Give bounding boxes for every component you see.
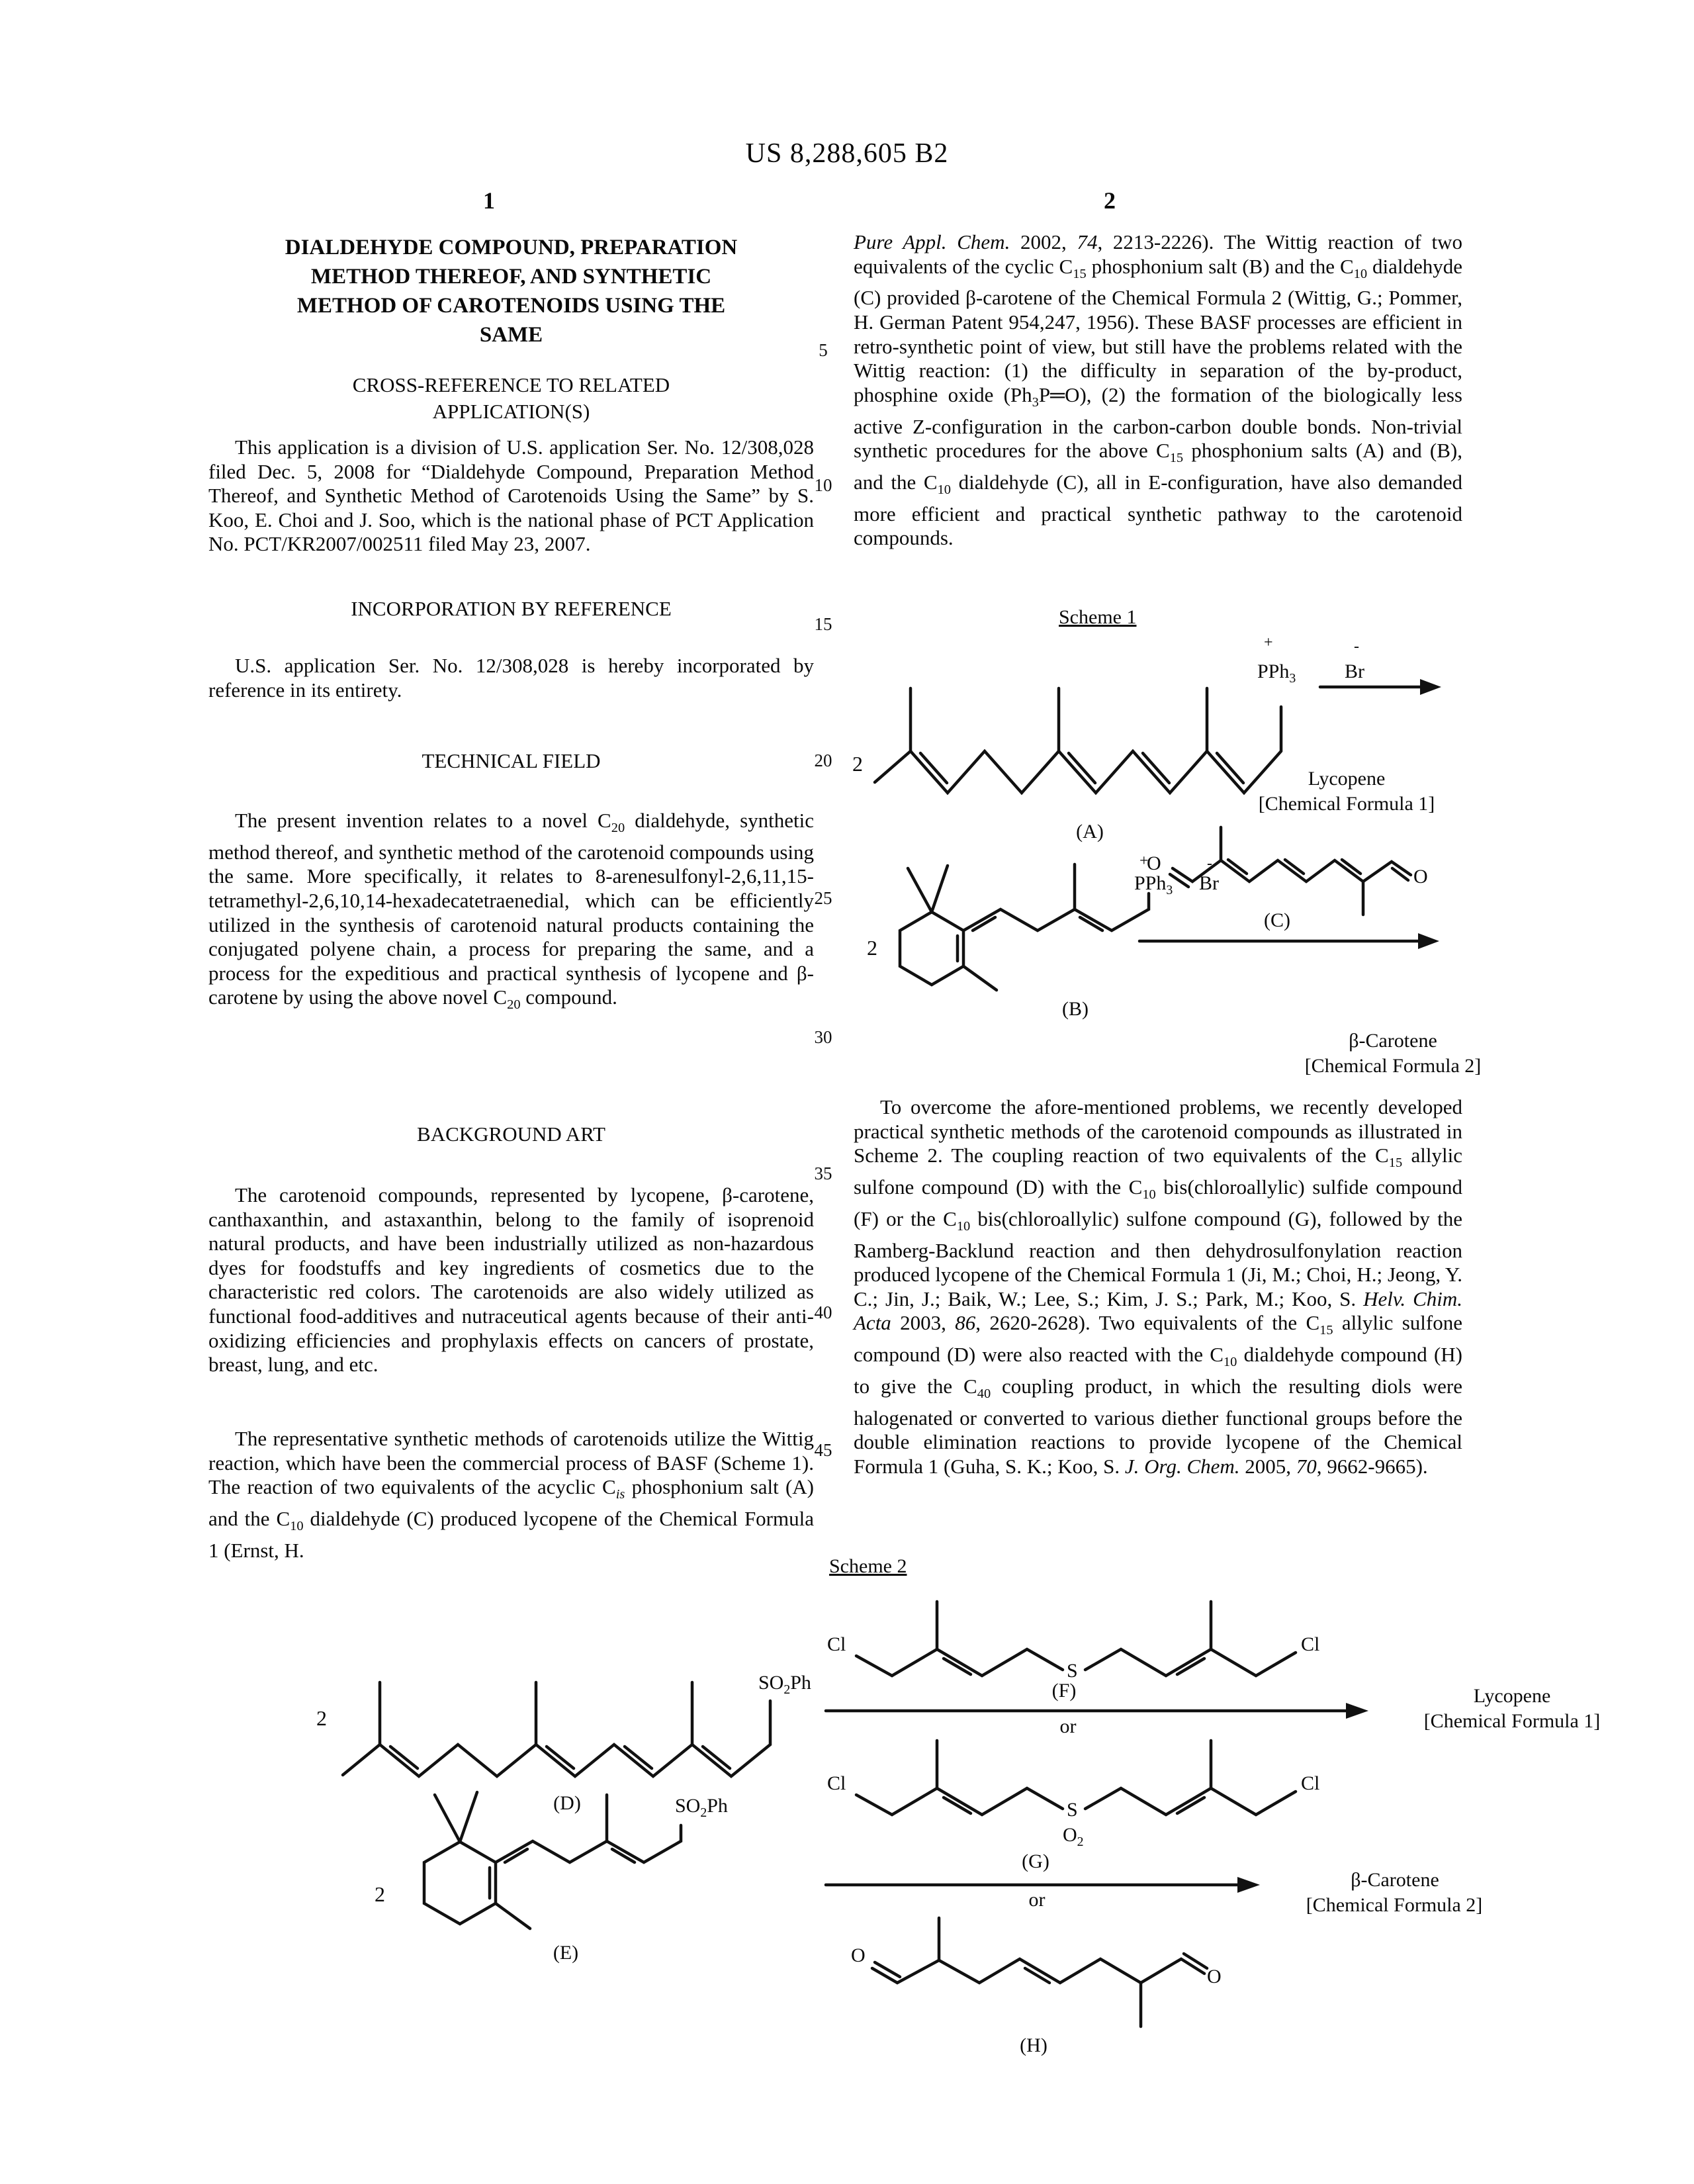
patent-number: US 8,288,605 B2 [745, 138, 949, 169]
structure-d-skeleton [343, 1682, 770, 1776]
cross-reference-heading-line-2: APPLICATION(S) [432, 400, 590, 423]
scheme1-product-bcarotene: β-Carotene [1349, 1030, 1437, 1052]
scheme2-product-bcarotene-formula: [Chemical Formula 2] [1306, 1894, 1483, 1916]
scheme1-pph3-label: PPh$_3$ [1257, 660, 1296, 686]
scheme1-c-aldehyde-o-right: O [1413, 866, 1428, 887]
scheme1-b-minus-charge: - [1207, 855, 1212, 872]
scheme2-h-o-right: O [1207, 1966, 1222, 1987]
scheme1-pph3-plus-charge: + [1264, 634, 1273, 651]
scheme1-coefficient-b: 2 [867, 936, 877, 960]
scheme1-label-c: (C) [1264, 909, 1290, 931]
scheme2-coefficient-d: 2 [316, 1706, 327, 1730]
scheme1-arrow-1 [1320, 679, 1441, 695]
scheme2-g-cl-left: Cl [827, 1772, 846, 1794]
column-number-1: 1 [483, 187, 495, 214]
line-number-5: 5 [819, 340, 828, 360]
structure-a-skeleton [875, 688, 1281, 793]
scheme1-br-label: Br [1345, 660, 1364, 682]
scheme2-e-so2ph-label: $SO_2Ph$ [675, 1795, 728, 1820]
scheme1-b-pph3-label: PPh$_3$ [1134, 872, 1173, 897]
line-number-35: 35 [814, 1163, 832, 1183]
column-number-2: 2 [1104, 187, 1116, 214]
paragraph-background-1: The carotenoid compounds, represented by lycopene, β-carotene, canthaxanthin, and astaxanthin, belong to the family of isoprenoid natural products, and have been industrially utilized as non-hazardous dyes for foodstuffs and key ingredients of cosmetics due to the characteristic red colors. The carotenoids are also widely utilized as functional food-additives and nutraceutical agents because of their anti-oxidizing efficiencies and prophylaxis effects on cancers of prostate, breast, lung, and etc. [208, 1183, 814, 1377]
scheme2-f-cl-left: Cl [827, 1633, 846, 1655]
scheme2-label-d: (D) [553, 1792, 581, 1814]
technical-field-heading: TECHNICAL FIELD [422, 749, 601, 772]
invention-title-line-2: METHOD THEREOF, AND SYNTHETIC [310, 265, 712, 289]
line-number-45: 45 [814, 1440, 832, 1460]
scheme2-or-1: or [1059, 1715, 1077, 1737]
scheme2-label-f: (F) [1051, 1680, 1077, 1702]
invention-title-line-3: METHOD OF CAROTENOIDS USING THE [296, 294, 726, 318]
scheme1-arrow-2 [1139, 933, 1439, 949]
scheme2-or-2: or [1028, 1889, 1046, 1911]
scheme2-g-cl-right: Cl [1301, 1772, 1320, 1794]
scheme1-b-br-label: Br [1199, 872, 1219, 894]
scheme1-br-minus-charge: - [1354, 638, 1359, 655]
scheme2-arrow-1 [826, 1703, 1368, 1719]
scheme2-product-bcarotene: β-Carotene [1351, 1869, 1439, 1891]
scheme2-label-e: (E) [553, 1942, 579, 1964]
scheme2-label-h: (H) [1020, 2034, 1048, 2056]
scheme2-g-o2-label: $O_2$ [1063, 1824, 1084, 1849]
scheme1-b-plus-charge: + [1139, 852, 1149, 870]
line-number-30: 30 [814, 1027, 832, 1047]
invention-title-line-1: DIALDEHYDE COMPOUND, PREPARATION [285, 236, 738, 259]
scheme2-g-s-atom: S [1067, 1799, 1078, 1821]
background-art-heading: BACKGROUND ART [417, 1122, 605, 1146]
scheme2-d-so2ph-label: $SO_2Ph$ [758, 1672, 811, 1697]
line-number-20: 20 [814, 751, 832, 770]
scheme2-label-g: (G) [1022, 1850, 1049, 1872]
line-number-25: 25 [814, 888, 832, 908]
scheme1-product-bcarotene-formula: [Chemical Formula 2] [1304, 1055, 1482, 1077]
scheme1-label-a: (A) [1076, 821, 1104, 842]
paragraph-division: This application is a division of U.S. application Ser. No. 12/308,028 filed Dec. 5, 2008 for “Dialdehyde Compound, Preparation Method Thereof, and Synthetic Method of Carotenoids Using the Same” by S. Koo, E. Choi and J. Soo, which is the national phase of PCT Application No. PCT/KR2007/002511 filed May 23, 2007. [208, 435, 814, 556]
structure-b-skeleton [900, 864, 1149, 990]
line-number-15: 15 [814, 614, 832, 634]
scheme2-product-lycopene: Lycopene [1473, 1685, 1551, 1707]
line-number-40: 40 [814, 1302, 832, 1322]
scheme1-label-b: (B) [1062, 998, 1089, 1020]
line-number-10: 10 [814, 475, 832, 495]
paragraph-background-2: The representative synthetic methods of carotenoids utilize the Wittig reaction, which have been the commercial process of BASF (Scheme 1). The reaction of two equivalents of the acyclic $C_{is}$ phosphonium salt (A) and the $C_{10}$ dialdehyde (C) produced lycopene of the Chemical Formula 1 (Ernst, H. [208, 1427, 814, 1562]
invention-title-line-4: SAME [479, 323, 543, 347]
scheme2-heading: Scheme 2 [829, 1555, 907, 1577]
paragraph-wittig: Pure Appl. Chem. 2002, 74, 2213-2226). The Wittig reaction of two equivalents of the cyclic $C_{15}$ phosphonium salt (B) and the $C_{10}$ dialdehyde (C) provided β-carotene of the Chemical Formula 2 (Wittig, G.; Pommer, H. German Patent 954,247, 1956). These BASF processes are efficient in retro-synthetic point of view, but still have the problems related with the Wittig reaction: (1) the difficulty in separation of the by-product, phosphine oxide $(Ph_3P═O)$, (2) the formation of the biologically less active Z-configuration in the carbon-carbon double bonds. Non-trivial synthetic procedures for the above $C_{15}$ phosphonium salts (A) and (B), and the $C_{10}$ dialdehyde (C), all in E-configuration, have also demanded more efficient and practical synthetic pathway to the carotenoid compounds. [854, 230, 1463, 550]
scheme2-product-lycopene-formula: [Chemical Formula 1] [1423, 1710, 1601, 1732]
scheme2-f-s-atom: S [1067, 1660, 1078, 1682]
scheme2-f-cl-right: Cl [1301, 1633, 1320, 1655]
scheme2-h-o-left: O [851, 1944, 866, 1966]
cross-reference-heading-line-1: CROSS-REFERENCE TO RELATED [352, 373, 670, 396]
structure-h-skeleton [872, 1918, 1207, 2026]
scheme2-coefficient-e: 2 [375, 1882, 385, 1906]
incorporation-heading: INCORPORATION BY REFERENCE [351, 597, 672, 620]
scheme1-product-lycopene-formula: [Chemical Formula 1] [1258, 793, 1435, 815]
scheme1-c-aldehyde-o-left: O [1147, 852, 1161, 874]
paragraph-incorporation: U.S. application Ser. No. 12/308,028 is hereby incorporated by reference in its entirety. [208, 654, 814, 702]
structure-c-skeleton [1170, 827, 1411, 915]
scheme1-product-lycopene: Lycopene [1308, 768, 1386, 790]
scheme1-heading: Scheme 1 [1059, 606, 1137, 628]
scheme1-coefficient-a: 2 [852, 752, 863, 776]
paragraph-technical-field: The present invention relates to a novel $C_{20}$ dialdehyde, synthetic method thereof, and synthetic method of the carotenoid compounds using the same. More specifically, it relates to 8-arenesulfonyl-2,6,11,15-tetramethyl-2,6,10,14-hexadecatetraenedial, which can be efficiently utilized in the synthesis of carotenoid natural products containing the conjugated polyene chain, a process for preparing the same, and a process for the expeditious and practical synthesis of lycopene and β-carotene by using the above novel $C_{20}$ compound. [208, 809, 814, 1013]
paragraph-overcome: To overcome the afore-mentioned problems, we recently developed practical synthetic methods of the carotenoid compounds as illustrated in Scheme 2. The coupling reaction of two equivalents of the $C_{15}$ allylic sulfone compound (D) with the $C_{10}$ bis(chloroallylic) sulfide compound (F) or the $C_{10}$ bis(chloroallylic) sulfone compound (G), followed by the Ramberg-Backlund reaction and then dehydrosulfonylation reaction produced lycopene of the Chemical Formula 1 (Ji, M.; Choi, H.; Jeong, Y. C.; Jin, J.; Baik, W.; Lee, S.; Kim, J. S.; Park, M.; Koo, S. Helv. Chim. Acta 2003, 86, 2620-2628). Two equivalents of the $C_{15}$ allylic sulfone compound (D) were also reacted with the $C_{10}$ dialdehyde compound (H) to give the $C_{40}$ coupling product, in which the resulting diols were halogenated or converted to various diether functional groups before the double elimination reactions to provide lycopene of the Chemical Formula 1 (Guha, S. K.; Koo, S. J. Org. Chem. 2005, 70, 9662-9665). [854, 1095, 1462, 1478]
